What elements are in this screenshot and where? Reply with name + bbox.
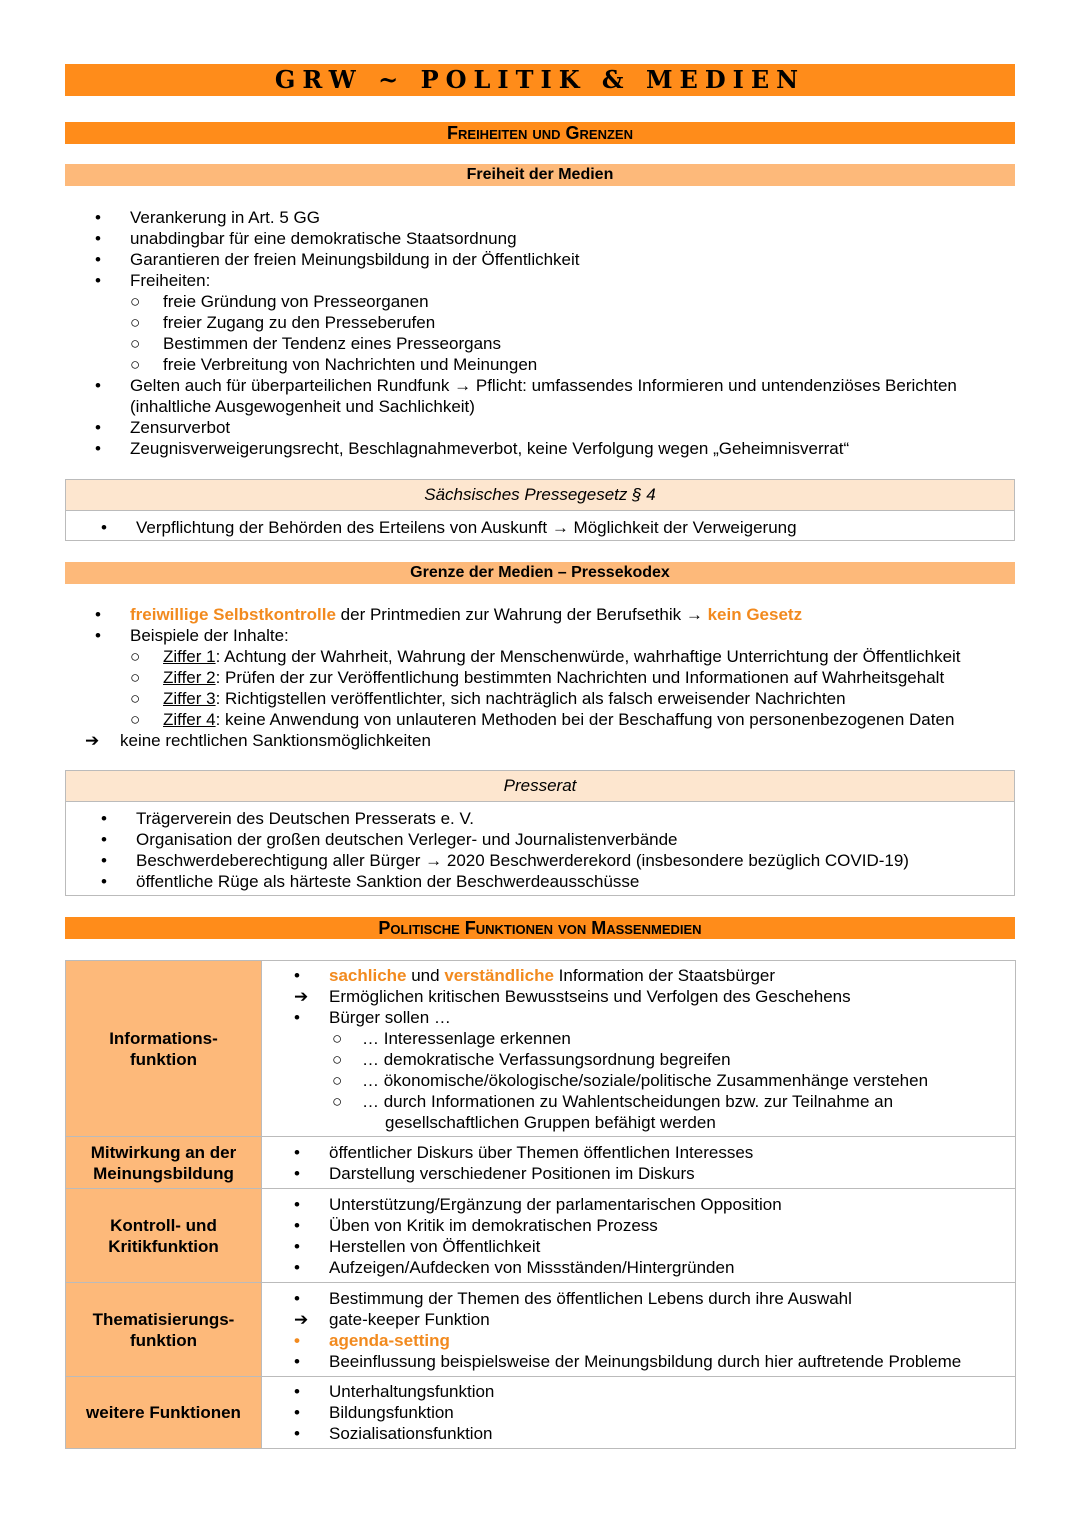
list-item: • Zensurverbot <box>95 418 231 437</box>
section-heading-funktionen: Politische Funktionen von Massenmedien <box>65 917 1015 939</box>
list-item: • Garantieren der freien Meinungsbildung in der Öffentlichkeit <box>95 250 580 269</box>
list-item: • Herstellen von Öffentlichkeit <box>294 1236 541 1256</box>
list-item: • agenda-setting <box>294 1330 450 1350</box>
list-item: ○ … ökonomische/ökologische/soziale/politische Zusammenhänge verstehen <box>332 1070 929 1090</box>
grenze-list <box>85 604 1025 751</box>
list-item: ○ … demokratische Verfassungsordnung begreifen <box>332 1049 731 1069</box>
table-row <box>66 961 1016 1137</box>
list-item: • Beispiele der Inhalte: <box>95 626 289 645</box>
list-item: • Beeinflussung beispielsweise der Meinungsbildung durch hier auftretende Probleme <box>294 1351 962 1371</box>
list-item: • Bestimmung der Themen des öffentlichen Lebens durch ihre Auswahl <box>294 1288 852 1308</box>
list-item: ○ … durch Informationen zu Wahlentscheidungen bzw. zur Teilnahme an <box>332 1091 894 1111</box>
list-item: • Verankerung in Art. 5 GG <box>95 208 320 227</box>
list-item: ○ Ziffer 3: Richtigstellen veröffentlichter, sich nachträglich als falsch erweisender Nachrichten <box>130 689 846 708</box>
list-item: ○ … Interessenlage erkennen <box>332 1028 571 1048</box>
list-item: • Sozialisationsfunktion <box>294 1424 493 1443</box>
subheading-freiheit-medien: Freiheit der Medien <box>65 164 1015 186</box>
list-item: • öffentliche Rüge als härteste Sanktion der Beschwerdeausschüsse <box>101 872 640 891</box>
funktionen-table <box>65 960 1016 1449</box>
table-row <box>66 1283 1016 1377</box>
row-label: Mitwirkung an der Meinungsbildung <box>66 1137 262 1189</box>
presserat-heading: Presserat <box>66 771 1014 802</box>
list-item: • öffentlicher Diskurs über Themen öffentlichen Interesses <box>294 1142 754 1162</box>
row-label: weitere Funktionen <box>66 1377 262 1449</box>
list-item: • Gelten auch für überparteilichen Rundfunk → Pflicht: umfassendes Informieren und untendenziöses Berichten <box>95 376 957 395</box>
page-title: GRW ~ POLITIK & MEDIEN <box>65 64 1015 96</box>
list-item: • Unterhaltungsfunktion <box>294 1382 495 1401</box>
list-item: ○ Ziffer 2: Prüfen der zur Veröffentlichung bestimmten Nachrichten und Informationen auf Wahrheitsgehalt <box>130 668 945 687</box>
list-item: • Trägerverein des Deutschen Presserats e. V. <box>101 809 474 828</box>
table-row <box>66 1377 1016 1449</box>
list-item: • Aufzeigen/Aufdecken von Missständen/Hintergründen <box>294 1257 735 1277</box>
row-label: Kontroll- und Kritikfunktion <box>66 1189 262 1283</box>
freiheit-list <box>95 207 1025 459</box>
list-item: • freiwillige Selbstkontrolle der Printmedien zur Wahrung der Berufsethik → kein Gesetz <box>95 605 803 624</box>
list-item: ○ Ziffer 1: Achtung der Wahrheit, Wahrung der Menschenwürde, wahrhaftige Unterrichtung der Öffentlichkeit <box>130 647 961 666</box>
list-item: • unabdingbar für eine demokratische Staatsordnung <box>95 229 517 248</box>
arrow-right-icon: ➔ <box>85 731 100 750</box>
row-label: Informations- funktion <box>66 961 262 1137</box>
list-item: gesellschaftlichen Gruppen befähigt werden <box>385 1112 716 1132</box>
table-row <box>66 1189 1016 1283</box>
presserat-box <box>65 770 1015 896</box>
list-item: ○ freie Verbreitung von Nachrichten und Meinungen <box>130 355 538 374</box>
list-item: • Verpflichtung der Behörden des Erteilens von Auskunft → Möglichkeit der Verweigerung <box>101 518 797 537</box>
arrow-right-icon: ➔ <box>294 1309 309 1329</box>
pressegesetz-heading: Sächsisches Pressegesetz § 4 <box>66 480 1014 511</box>
list-item: ○ Ziffer 4: keine Anwendung von unlauteren Methoden bei der Beschaffung von personenbezogenen Daten <box>130 710 955 729</box>
list-item: • sachliche und verständliche Information der Staatsbürger <box>294 965 776 985</box>
list-item: ➔ gate-keeper Funktion <box>294 1309 490 1329</box>
list-item: ➔ keine rechtlichen Sanktionsmöglichkeiten <box>85 731 431 750</box>
list-item: • Bildungsfunktion <box>294 1403 454 1422</box>
arrow-right-icon: ➔ <box>294 986 309 1006</box>
row-label: Thematisierungs- funktion <box>66 1283 262 1377</box>
subheading-grenze: Grenze der Medien – Pressekodex <box>65 562 1015 584</box>
list-item: • Darstellung verschiedener Positionen im Diskurs <box>294 1163 695 1183</box>
list-item: • Üben von Kritik im demokratischen Prozess <box>294 1215 658 1235</box>
table-row <box>66 1137 1016 1189</box>
list-item: • Unterstützung/Ergänzung der parlamentarischen Opposition <box>294 1194 782 1214</box>
list-item: ○ freie Gründung von Presseorganen <box>130 292 429 311</box>
list-item: • Zeugnisverweigerungsrecht, Beschlagnahmeverbot, keine Verfolgung wegen „Geheimnisverrat“ <box>95 439 850 458</box>
list-item: • Bürger sollen … <box>294 1007 451 1027</box>
list-item: ○ freier Zugang zu den Presseberufen <box>130 313 436 332</box>
list-item: ➔ Ermöglichen kritischen Bewusstseins und Verfolgen des Geschehens <box>294 986 851 1006</box>
list-item: • Organisation der großen deutschen Verleger- und Journalistenverbände <box>101 830 678 849</box>
section-heading-freiheiten: Freiheiten und Grenzen <box>65 122 1015 144</box>
list-item: • Beschwerdeberechtigung aller Bürger → 2020 Beschwerderekord (insbesondere bezüglich COVID-19) <box>101 851 909 870</box>
list-item: • Freiheiten: <box>95 271 211 290</box>
pressegesetz-box <box>65 479 1015 541</box>
list-item: (inhaltliche Ausgewogenheit und Sachlichkeit) <box>130 397 475 416</box>
list-item: ○ Bestimmen der Tendenz eines Presseorgans <box>130 334 501 353</box>
